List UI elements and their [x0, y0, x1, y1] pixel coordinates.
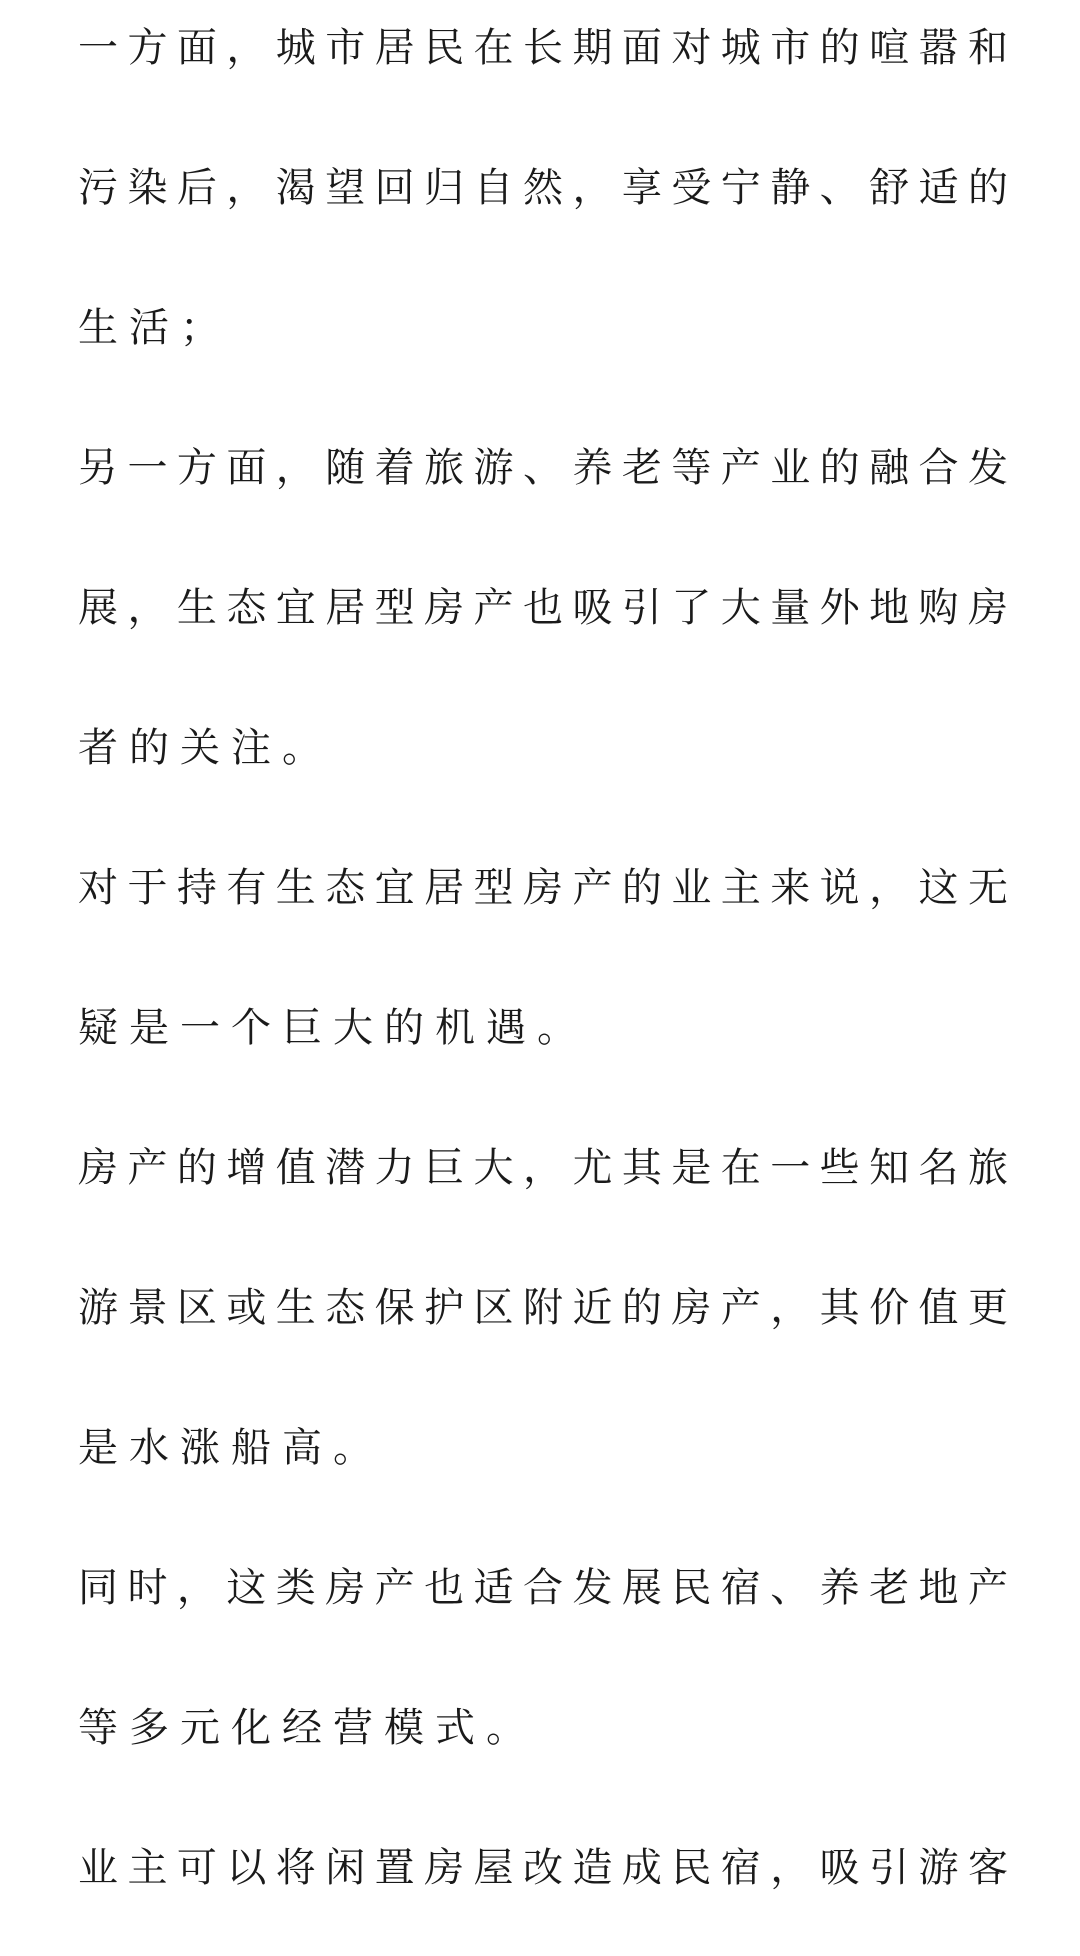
paragraph-2-line-3: 者的关注。 [78, 725, 333, 771]
paragraph-4-line-1: 房产的增值潜力巨大，尤其是在一些知名旅 [78, 1145, 1008, 1191]
paragraph-4-line-2: 游景区或生态保护区附近的房产，其价值更 [78, 1285, 1008, 1331]
paragraph-1-line-1: 一方面，城市居民在长期面对城市的喧嚣和 [78, 25, 1008, 71]
paragraph-2-line-1: 另一方面，随着旅游、养老等产业的融合发 [78, 445, 1008, 491]
paragraph-5-line-2: 等多元化经营模式。 [78, 1705, 537, 1751]
paragraph-3-line-2: 疑是一个巨大的机遇。 [78, 1005, 588, 1051]
paragraph-5-line-1: 同时，这类房产也适合发展民宿、养老地产 [78, 1565, 1008, 1611]
paragraph-2-line-2: 展，生态宜居型房产也吸引了大量外地购房 [78, 585, 1008, 631]
paragraph-1-line-3: 生活； [78, 305, 231, 351]
paragraph-3-line-1: 对于持有生态宜居型房产的业主来说，这无 [78, 865, 1008, 911]
paragraph-1-line-2: 污染后，渴望回归自然，享受宁静、舒适的 [78, 165, 1008, 211]
paragraph-4-line-3: 是水涨船高。 [78, 1425, 384, 1471]
paragraph-6-line-1: 业主可以将闲置房屋改造成民宿，吸引游客 [78, 1845, 1008, 1891]
